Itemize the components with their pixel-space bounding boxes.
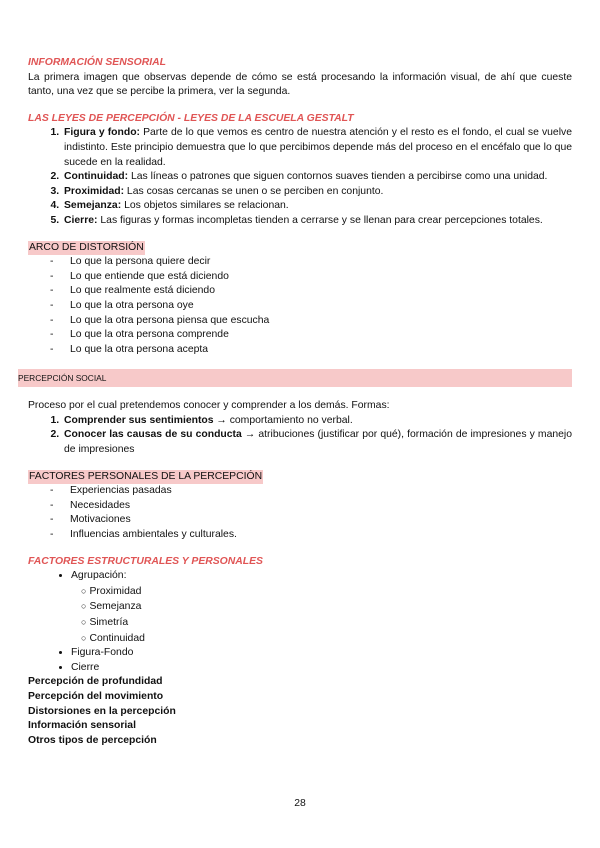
heading-leyes-gestalt: LAS LEYES DE PERCEPCIÓN - LEYES DE LA ESCUELA GESTALT	[28, 112, 354, 124]
list-item: • Cierre	[71, 661, 572, 676]
list-item: 1. Figura y fondo: Parte de lo que vemos es centro de nuestra atención y el resto es el fondo, el cual se vuelve indistinto. Este principio demuestra que lo que percibimos depende más del proceso en el encéfalo que lo que sucede en la realidad.	[62, 126, 572, 170]
list-item: • Figura-Fondo	[71, 646, 572, 661]
paragraph-percepcion-social: Proceso por el cual pretendemos conocer y comprender a los demás. Formas:	[28, 400, 390, 412]
list-item: - Experiencias pasadas	[48, 484, 572, 499]
factores-personales-list	[28, 484, 572, 542]
list-item: 3. Proximidad: Las cosas cercanas se unen o se perciben en conjunto.	[62, 185, 572, 200]
agrupacion-sublist	[71, 584, 572, 646]
heading-arco-distorsion: ARCO DE DISTORSIÓN	[28, 241, 145, 256]
heading-factores-estructurales: FACTORES ESTRUCTURALES Y PERSONALES	[28, 555, 263, 567]
bold-line: Percepción de profundidad	[28, 676, 163, 688]
list-item: - Lo que la otra persona acepta	[48, 343, 572, 358]
bold-line: Información sensorial	[28, 720, 136, 732]
page-number: 28	[294, 798, 306, 809]
list-item: - Lo que la otra persona oye	[48, 299, 572, 314]
heading-factores-personales: FACTORES PERSONALES DE LA PERCEPCIÓN	[28, 470, 263, 485]
list-item: ○ Proximidad	[71, 584, 572, 600]
heading-informacion-sensorial: INFORMACIÓN SENSORIAL	[28, 57, 166, 68]
list-item: - Influencias ambientales y culturales.	[48, 528, 572, 543]
document-page	[18, 56, 572, 748]
list-item: - Motivaciones	[48, 513, 572, 528]
paragraph-informacion-sensorial: La primera imagen que observas depende de cómo se está procesando la información visual, de ahí que cueste tanto, una vez que se percibe la primera, ver la segunda.	[28, 71, 572, 98]
gestalt-laws-list	[28, 126, 572, 228]
list-item: ○ Semejanza	[71, 599, 572, 615]
arco-distorsion-list	[28, 255, 572, 357]
list-item: - Lo que la otra persona piensa que escucha	[48, 314, 572, 329]
list-item: - Lo que realmente está diciendo	[48, 284, 572, 299]
list-item: 1. Comprender sus sentimientos → comportamiento no verbal.	[62, 414, 572, 429]
list-item: 2. Conocer las causas de su conducta → atribuciones (justificar por qué), formación de impresiones y manejo de impresiones	[62, 428, 572, 457]
list-item: ○ Continuidad	[71, 631, 572, 647]
list-item: ○ Simetría	[71, 615, 572, 631]
list-item: - Necesidades	[48, 499, 572, 514]
list-item: 2. Continuidad: Las líneas o patrones que siguen contornos suaves tienden a percibirse como una unidad.	[62, 170, 572, 185]
bold-line: Percepción del movimiento	[28, 690, 164, 702]
bold-line: Otros tipos de percepción	[28, 734, 157, 746]
list-item: 5. Cierre: Las figuras y formas incompletas tienden a cerrarse y se llenan para crear percepciones totales.	[62, 214, 572, 229]
list-item: - Lo que la persona quiere decir	[48, 255, 572, 270]
list-item: • Agrupación: ○ Proximidad ○ Semejanza ○ Simetría ○ Continuidad	[71, 569, 572, 646]
section-band-percepcion-social: PERCEPCIÓN SOCIAL	[18, 369, 572, 387]
list-item: - Lo que entiende que está diciendo	[48, 270, 572, 285]
percepcion-social-list	[28, 414, 572, 458]
list-item: - Lo que la otra persona comprende	[48, 328, 572, 343]
list-item: 4. Semejanza: Los objetos similares se relacionan.	[62, 199, 572, 214]
bold-line: Distorsiones en la percepción	[28, 705, 176, 717]
factores-estructurales-list	[28, 569, 572, 675]
